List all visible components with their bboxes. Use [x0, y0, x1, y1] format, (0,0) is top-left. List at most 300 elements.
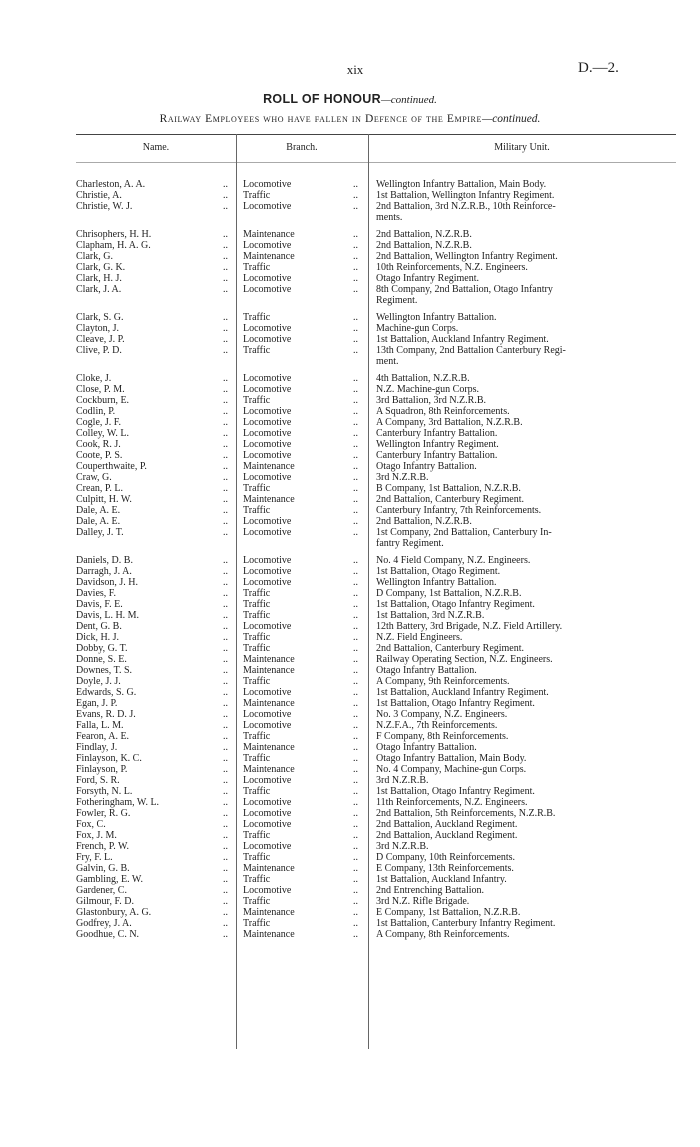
name-cell: Cloke, J. [76, 373, 112, 384]
leader-dots: .. [223, 643, 228, 654]
leader-dots: .. [353, 284, 358, 295]
leader-dots: .. [223, 885, 228, 896]
leader-dots: .. [223, 654, 228, 665]
table-row [0, 896, 700, 907]
leader-dots: .. [353, 632, 358, 643]
leader-dots: .. [353, 698, 358, 709]
leader-dots: .. [353, 731, 358, 742]
table-row [0, 538, 700, 549]
table-row [0, 852, 700, 863]
table-row [0, 406, 700, 417]
document-reference: D.—2. [578, 60, 619, 76]
leader-dots: .. [223, 505, 228, 516]
leader-dots: .. [353, 621, 358, 632]
name-cell: Gardener, C. [76, 885, 127, 896]
leader-dots: .. [353, 896, 358, 907]
branch-cell: Locomotive [243, 334, 292, 345]
table-row [0, 273, 700, 284]
unit-cell: 2nd Battalion, Auckland Regiment. [376, 830, 518, 841]
table-row [0, 555, 700, 566]
branch-cell: Locomotive [243, 709, 292, 720]
branch-cell: Locomotive [243, 284, 292, 295]
leader-dots: .. [223, 251, 228, 262]
leader-dots: .. [353, 907, 358, 918]
leader-dots: .. [353, 797, 358, 808]
name-cell: Fowler, R. G. [76, 808, 131, 819]
unit-cell: N.Z.F.A., 7th Reinforcements. [376, 720, 498, 731]
unit-cell: No. 4 Company, Machine-gun Corps. [376, 764, 527, 775]
branch-cell: Traffic [243, 632, 271, 643]
branch-cell: Maintenance [243, 698, 295, 709]
branch-cell: Locomotive [243, 417, 292, 428]
unit-cell: 2nd Battalion, Canterbury Regiment. [376, 643, 525, 654]
branch-cell: Locomotive [243, 687, 292, 698]
branch-cell: Locomotive [243, 240, 292, 251]
branch-cell: Traffic [243, 599, 271, 610]
leader-dots: .. [353, 577, 358, 588]
table-row [0, 819, 700, 830]
name-cell: Chrisophers, H. H. [76, 229, 152, 240]
leader-dots: .. [353, 345, 358, 356]
branch-cell: Locomotive [243, 384, 292, 395]
leader-dots: .. [223, 742, 228, 753]
name-cell: Fox, C. [76, 819, 106, 830]
branch-cell: Traffic [243, 395, 271, 406]
name-cell: Couperthwaite, P. [76, 461, 147, 472]
leader-dots: .. [353, 665, 358, 676]
leader-dots: .. [223, 896, 228, 907]
leader-dots: .. [223, 461, 228, 472]
table-row [0, 786, 700, 797]
branch-cell: Locomotive [243, 450, 292, 461]
branch-cell: Locomotive [243, 179, 292, 190]
name-cell: French, P. W. [76, 841, 130, 852]
table-row [0, 229, 700, 240]
table-row [0, 808, 700, 819]
branch-cell: Traffic [243, 786, 271, 797]
branch-cell: Locomotive [243, 797, 292, 808]
name-cell: Cleave, J. P. [76, 334, 125, 345]
branch-cell: Locomotive [243, 577, 292, 588]
name-cell: Dobby, G. T. [76, 643, 128, 654]
unit-cell: 10th Reinforcements, N.Z. Engineers. [376, 262, 528, 273]
table-row [0, 610, 700, 621]
table-row [0, 687, 700, 698]
table-row [0, 323, 700, 334]
table-row [0, 212, 700, 223]
leader-dots: .. [353, 874, 358, 885]
leader-dots: .. [353, 841, 358, 852]
branch-cell: Locomotive [243, 439, 292, 450]
leader-dots: .. [223, 918, 228, 929]
branch-cell: Maintenance [243, 251, 295, 262]
leader-dots: .. [223, 373, 228, 384]
table-row [0, 428, 700, 439]
name-cell: Egan, J. P. [76, 698, 118, 709]
unit-cell: Wellington Infantry Battalion. [376, 577, 497, 588]
unit-cell: 2nd Battalion, N.Z.R.B. [376, 516, 472, 527]
branch-cell: Locomotive [243, 201, 292, 212]
leader-dots: .. [353, 201, 358, 212]
table-row [0, 709, 700, 720]
leader-dots: .. [353, 929, 358, 940]
table-row [0, 698, 700, 709]
table-row [0, 632, 700, 643]
table-row [0, 494, 700, 505]
name-cell: Finlayson, K. C. [76, 753, 142, 764]
name-cell: Fearon, A. E. [76, 731, 130, 742]
branch-cell: Traffic [243, 731, 271, 742]
table-row [0, 179, 700, 190]
column-header-branch: Branch. [286, 142, 318, 153]
branch-cell: Locomotive [243, 472, 292, 483]
branch-cell: Maintenance [243, 654, 295, 665]
unit-cell: 1st Battalion, Canterbury Infantry Regiment. [376, 918, 556, 929]
name-cell: Daniels, D. B. [76, 555, 133, 566]
leader-dots: .. [223, 687, 228, 698]
leader-dots: .. [223, 190, 228, 201]
name-cell: Culpitt, H. W. [76, 494, 132, 505]
leader-dots: .. [353, 323, 358, 334]
name-cell: Davidson, J. H. [76, 577, 138, 588]
unit-cell: N.Z. Machine-gun Corps. [376, 384, 480, 395]
leader-dots: .. [223, 428, 228, 439]
table-row [0, 201, 700, 212]
leader-dots: .. [223, 720, 228, 731]
unit-cell: A Company, 8th Reinforcements. [376, 929, 510, 940]
leader-dots: .. [353, 588, 358, 599]
leader-dots: .. [223, 555, 228, 566]
leader-dots: .. [353, 709, 358, 720]
name-cell: Fox, J. M. [76, 830, 117, 841]
leader-dots: .. [353, 885, 358, 896]
unit-cell: 2nd Battalion, 3rd N.Z.R.B., 10th Reinforce- [376, 201, 556, 212]
unit-cell: 12th Battery, 3rd Brigade, N.Z. Field Artillery. [376, 621, 563, 632]
leader-dots: .. [223, 334, 228, 345]
leader-dots: .. [223, 384, 228, 395]
unit-cell: 2nd Battalion, Auckland Regiment. [376, 819, 518, 830]
branch-cell: Locomotive [243, 566, 292, 577]
table-row [0, 731, 700, 742]
name-cell: Downes, T. S. [76, 665, 133, 676]
table-row [0, 251, 700, 262]
branch-cell: Traffic [243, 483, 271, 494]
branch-cell: Maintenance [243, 764, 295, 775]
leader-dots: .. [223, 262, 228, 273]
leader-dots: .. [223, 786, 228, 797]
unit-cell: Otago Infantry Regiment. [376, 273, 480, 284]
unit-cell: Regiment. [376, 295, 418, 306]
leader-dots: .. [353, 483, 358, 494]
leader-dots: .. [353, 753, 358, 764]
leader-dots: .. [353, 450, 358, 461]
name-cell: Donne, S. E. [76, 654, 127, 665]
table-row [0, 295, 700, 306]
name-cell: Dalley, J. T. [76, 527, 124, 538]
table-row [0, 742, 700, 753]
table-row [0, 775, 700, 786]
table-row [0, 356, 700, 367]
page-subtitle [0, 113, 700, 125]
leader-dots: .. [223, 179, 228, 190]
name-cell: Charleston, A. A. [76, 179, 146, 190]
leader-dots: .. [353, 599, 358, 610]
leader-dots: .. [353, 428, 358, 439]
name-cell: Ford, S. R. [76, 775, 120, 786]
name-cell: Clive, P. D. [76, 345, 122, 356]
name-cell: Gilmour, F. D. [76, 896, 134, 907]
table-row [0, 874, 700, 885]
name-cell: Clayton, J. [76, 323, 120, 334]
branch-cell: Locomotive [243, 775, 292, 786]
branch-cell: Maintenance [243, 863, 295, 874]
leader-dots: .. [223, 852, 228, 863]
unit-cell: E Company, 1st Battalion, N.Z.R.B. [376, 907, 521, 918]
table-row [0, 334, 700, 345]
unit-cell: 4th Battalion, N.Z.R.B. [376, 373, 470, 384]
table-row [0, 720, 700, 731]
name-cell: Davis, F. E. [76, 599, 123, 610]
table-row [0, 577, 700, 588]
leader-dots: .. [223, 709, 228, 720]
branch-cell: Locomotive [243, 555, 292, 566]
unit-cell: A Company, 3rd Battalion, N.Z.R.B. [376, 417, 523, 428]
leader-dots: .. [223, 417, 228, 428]
leader-dots: .. [353, 819, 358, 830]
leader-dots: .. [353, 417, 358, 428]
name-cell: Galvin, G. B. [76, 863, 130, 874]
leader-dots: .. [353, 720, 358, 731]
leader-dots: .. [353, 676, 358, 687]
branch-cell: Traffic [243, 676, 271, 687]
leader-dots: .. [353, 240, 358, 251]
roll-table-body [0, 179, 700, 940]
branch-cell: Locomotive [243, 527, 292, 538]
name-cell: Dale, A. E. [76, 505, 121, 516]
name-cell: Coote, P. S. [76, 450, 123, 461]
leader-dots: .. [223, 345, 228, 356]
name-cell: Clark, H. J. [76, 273, 122, 284]
unit-cell: D Company, 10th Reinforcements. [376, 852, 516, 863]
leader-dots: .. [223, 676, 228, 687]
leader-dots: .. [353, 566, 358, 577]
leader-dots: .. [223, 621, 228, 632]
leader-dots: .. [353, 742, 358, 753]
name-cell: Clark, J. A. [76, 284, 122, 295]
unit-cell: 11th Reinforcements, N.Z. Engineers. [376, 797, 528, 808]
leader-dots: .. [353, 251, 358, 262]
name-cell: Gambling, E. W. [76, 874, 143, 885]
leader-dots: .. [353, 312, 358, 323]
unit-cell: Otago Infantry Battalion. [376, 461, 477, 472]
leader-dots: .. [223, 588, 228, 599]
leader-dots: .. [353, 808, 358, 819]
name-cell: Evans, R. D. J. [76, 709, 136, 720]
leader-dots: .. [353, 775, 358, 786]
leader-dots: .. [353, 516, 358, 527]
leader-dots: .. [223, 830, 228, 841]
name-cell: Fry, F. L. [76, 852, 113, 863]
name-cell: Close, P. M. [76, 384, 125, 395]
name-cell: Codlin, P. [76, 406, 116, 417]
column-header-name: Name. [142, 142, 170, 153]
leader-dots: .. [223, 577, 228, 588]
leader-dots: .. [223, 472, 228, 483]
leader-dots: .. [353, 687, 358, 698]
leader-dots: .. [223, 907, 228, 918]
table-row [0, 841, 700, 852]
title-text: ROLL OF HONOUR [263, 92, 381, 106]
unit-cell: 1st Company, 2nd Battalion, Canterbury In- [376, 527, 552, 538]
leader-dots: .. [223, 240, 228, 251]
unit-cell: 1st Battalion, 3rd N.Z.R.B. [376, 610, 485, 621]
leader-dots: .. [353, 384, 358, 395]
unit-cell: 3rd N.Z.R.B. [376, 775, 429, 786]
leader-dots: .. [223, 863, 228, 874]
unit-cell: Canterbury Infantry Battalion. [376, 450, 498, 461]
table-row [0, 676, 700, 687]
branch-cell: Locomotive [243, 428, 292, 439]
table-row [0, 483, 700, 494]
name-cell: Fotheringham, W. L. [76, 797, 160, 808]
unit-cell: No. 3 Company, N.Z. Engineers. [376, 709, 508, 720]
branch-cell: Traffic [243, 262, 271, 273]
table-row [0, 472, 700, 483]
leader-dots: .. [353, 461, 358, 472]
leader-dots: .. [223, 632, 228, 643]
unit-cell: A Company, 9th Reinforcements. [376, 676, 510, 687]
name-cell: Forsyth, N. L. [76, 786, 133, 797]
leader-dots: .. [223, 450, 228, 461]
name-cell: Craw, G. [76, 472, 112, 483]
leader-dots: .. [353, 643, 358, 654]
name-cell: Clark, S. G. [76, 312, 124, 323]
unit-cell: F Company, 8th Reinforcements. [376, 731, 509, 742]
branch-cell: Maintenance [243, 229, 295, 240]
leader-dots: .. [223, 731, 228, 742]
leader-dots: .. [353, 863, 358, 874]
name-cell: Christie, A. [76, 190, 122, 201]
unit-cell: No. 4 Field Company, N.Z. Engineers. [376, 555, 531, 566]
table-row [0, 190, 700, 201]
unit-cell: D Company, 1st Battalion, N.Z.R.B. [376, 588, 522, 599]
unit-cell: 1st Battalion, Otago Infantry Regiment. [376, 599, 535, 610]
unit-cell: N.Z. Field Engineers. [376, 632, 463, 643]
leader-dots: .. [223, 808, 228, 819]
leader-dots: .. [223, 665, 228, 676]
branch-cell: Locomotive [243, 516, 292, 527]
unit-cell: 3rd N.Z.R.B. [376, 841, 429, 852]
branch-cell: Traffic [243, 312, 271, 323]
unit-cell: Wellington Infantry Battalion. [376, 312, 497, 323]
name-cell: Finlayson, P. [76, 764, 128, 775]
leader-dots: .. [223, 599, 228, 610]
table-row [0, 863, 700, 874]
table-row [0, 312, 700, 323]
name-cell: Cogle, J. F. [76, 417, 122, 428]
table-row [0, 885, 700, 896]
title-suffix: —continued. [380, 94, 437, 106]
name-cell: Dick, H. J. [76, 632, 120, 643]
unit-cell: Machine-gun Corps. [376, 323, 459, 334]
table-row [0, 764, 700, 775]
table-row [0, 907, 700, 918]
unit-cell: 8th Company, 2nd Battalion, Otago Infantry [376, 284, 553, 295]
branch-cell: Traffic [243, 874, 271, 885]
name-cell: Doyle, J. J. [76, 676, 121, 687]
page-title [0, 92, 700, 107]
branch-cell: Locomotive [243, 323, 292, 334]
table-row [0, 830, 700, 841]
unit-cell: 1st Battalion, Otago Regiment. [376, 566, 501, 577]
leader-dots: .. [223, 764, 228, 775]
table-row [0, 654, 700, 665]
table-row [0, 439, 700, 450]
leader-dots: .. [223, 753, 228, 764]
leader-dots: .. [353, 527, 358, 538]
unit-cell: fantry Regiment. [376, 538, 444, 549]
leader-dots: .. [223, 273, 228, 284]
name-cell: Christie, W. J. [76, 201, 133, 212]
leader-dots: .. [353, 273, 358, 284]
leader-dots: .. [223, 201, 228, 212]
unit-cell: Otago Infantry Battalion. [376, 742, 477, 753]
name-cell: Davies, F. [76, 588, 117, 599]
leader-dots: .. [223, 395, 228, 406]
table-row [0, 643, 700, 654]
unit-cell: 2nd Entrenching Battalion. [376, 885, 485, 896]
unit-cell: 2nd Battalion, N.Z.R.B. [376, 240, 472, 251]
leader-dots: .. [223, 566, 228, 577]
unit-cell: ments. [376, 212, 403, 223]
leader-dots: .. [223, 698, 228, 709]
branch-cell: Traffic [243, 190, 271, 201]
leader-dots: .. [353, 179, 358, 190]
leader-dots: .. [223, 841, 228, 852]
unit-cell: 1st Battalion, Otago Infantry Regiment. [376, 698, 535, 709]
leader-dots: .. [353, 439, 358, 450]
name-cell: Clark, G. K. [76, 262, 126, 273]
leader-dots: .. [223, 516, 228, 527]
table-row [0, 262, 700, 273]
table-row [0, 599, 700, 610]
leader-dots: .. [223, 406, 228, 417]
branch-cell: Locomotive [243, 273, 292, 284]
table-row [0, 384, 700, 395]
table-row [0, 284, 700, 295]
branch-cell: Maintenance [243, 907, 295, 918]
table-row [0, 373, 700, 384]
leader-dots: .. [223, 323, 228, 334]
leader-dots: .. [223, 775, 228, 786]
leader-dots: .. [353, 472, 358, 483]
table-row [0, 753, 700, 764]
branch-cell: Locomotive [243, 885, 292, 896]
name-cell: Davis, L. H. M. [76, 610, 140, 621]
branch-cell: Traffic [243, 610, 271, 621]
name-cell: Godfrey, J. A. [76, 918, 132, 929]
table-row [0, 527, 700, 538]
unit-cell: Otago Infantry Battalion. [376, 665, 477, 676]
table-row [0, 566, 700, 577]
branch-cell: Maintenance [243, 665, 295, 676]
table-row [0, 240, 700, 251]
branch-cell: Locomotive [243, 406, 292, 417]
unit-cell: 1st Battalion, Auckland Infantry. [376, 874, 507, 885]
branch-cell: Locomotive [243, 621, 292, 632]
header-bottom-rule [76, 162, 676, 163]
branch-cell: Locomotive [243, 841, 292, 852]
